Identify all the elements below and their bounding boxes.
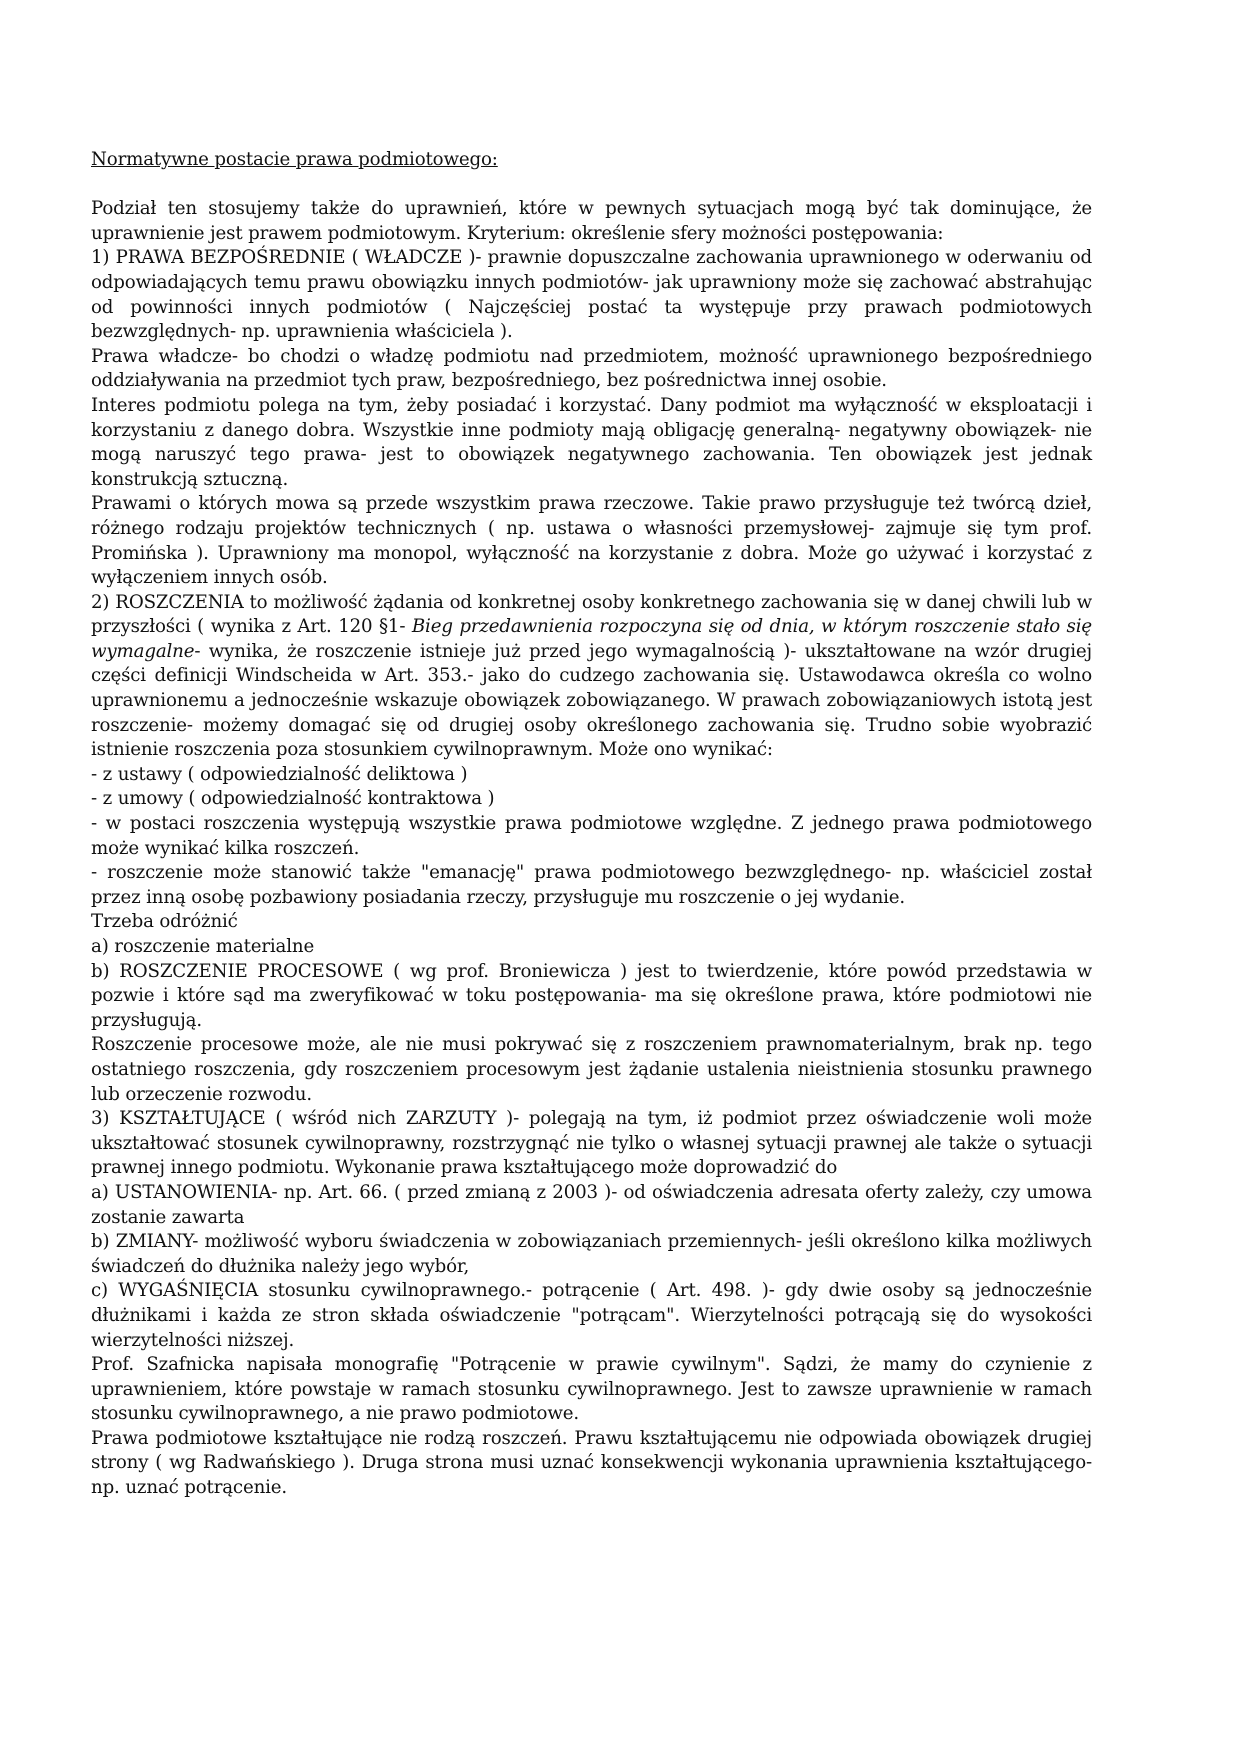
list-item-establishment: a) USTANOWIENIA- np. Art. 66. ( przed zmianą z 2003 )- od oświadczenia adresata oferty zależy, czy umowa zostanie zawarta (91, 1181, 1092, 1228)
paragraph-dominion-rights: Prawa władcze- bo chodzi o władzę podmiotu nad przedmiotem, możność uprawnionego bezpośredniego oddziaływania na przedmiot tych praw, bezpośredniego, bez pośrednictwa innej osobie. (91, 345, 1092, 392)
paragraph-property-rights: Prawami o których mowa są przede wszystkim prawa rzeczowe. Takie prawo przysługuje też twórcą dzieł, różnego rodzaju projektów technicznych ( np. ustawa o własności przemysłowej- zajmuje się tym prof. Promińska ). Uprawniony ma monopol, wyłączność na korzystanie z dobra. Może go używać i korzystać z wyłączeniem innych osób. (91, 493, 1092, 589)
paragraph-procedural-vs-material: Roszczenie procesowe może, ale nie musi pokrywać się z roszczeniem prawnomaterialnym, brak np. tego ostatniego roszczenia, gdy roszczeniem procesowym jest żądanie ustalenia nieistnienia stosunku prawnego lub orzeczenie rozwodu. (91, 1034, 1092, 1105)
paragraph-procedural-claim: b) ROSZCZENIE PROCESOWE ( wg prof. Broniewicza ) jest to twierdzenie, które powód przedstawia w pozwie i które sąd ma zweryfikować w toku postępowania- ma się określone prawa, które podmiotowi nie przysługują. (91, 960, 1092, 1031)
paragraph-conclusion: Prawa podmiotowe kształtujące nie rodzą roszczeń. Prawu kształtującemu nie odpowiada obowiązek drugiej strony ( wg Radwańskiego ). Druga strona musi uznać konsekwencji wykonania uprawnienia kształtującego- np. uznać potrącenie. (91, 1427, 1092, 1499)
paragraph-szafnicka: Prof. Szafnicka napisała monografię "Potrącenie w prawie cywilnym". Sądzi, że mamy do czynienie z uprawnieniem, które powstaje w ramach stosunku cywilnoprawnego. Jest to zawsze uprawnienie w ramach stosunku cywilnoprawnego, a nie prawo podmiotowe. (91, 1354, 1092, 1425)
document-heading: Normatywne postacie prawa podmiotowego: (91, 149, 498, 170)
paragraph-intro: Podział ten stosujemy także do uprawnień, które w pewnych sytuacjach mogą być tak dominujące, że uprawnienie jest prawem podmiotowym. Kryterium: określenie sfery możności postępowania: (91, 198, 1092, 244)
paragraph-distinguish: Trzeba odróżnić (91, 911, 238, 933)
paragraph-claims-part-1: 2) ROSZCZENIA to możliwość żądania od konkretnej osoby konkretnego zachowania się w danej chwili lub w przyszłości ( wynika z Art. 120 §1- (91, 591, 1092, 638)
paragraph-direct-rights: 1) PRAWA BEZPOŚREDNIE ( WŁADCZE )- prawnie dopuszczalne zachowania uprawnionego w oderwaniu od odpowiadających temu prawu obowiązku innych podmiotów- jak uprawniony może się zachować abstrahując od powinności innych podmiotów ( Najczęściej postać ta występuje przy prawach podmiotowych bezwzględnych- np. uprawnienia właściciela ). (91, 247, 1092, 343)
paragraph-claims-part-2: - wynika, że roszczenie istnieje już przed jego wymagalnością )- ukształtowane na wzór drugiej części definicji Windscheida w Art. 353.- jako do cudzego zachowania się. Ustawodawca określa co wolno uprawnionemu a jednocześnie wskazuje obowiązek zobowiązanego. W prawach zobowiązaniowych istotą jest roszczenie- możemy domagać się od drugiej osoby określonego zachowania się. Trudno sobie wyobrazić istnienie roszczenia poza stosunkiem cywilnoprawnym. Może ono wynikać: (91, 640, 1092, 761)
list-item-change: b) ZMIANY- możliwość wyboru świadczenia w zobowiązaniach przemiennych- jeśli określono kilka możliwych świadczeń do dłużnika należy jego wybór, (91, 1231, 1092, 1277)
list-item-material-claim: a) roszczenie materialne (91, 936, 315, 957)
list-item-statute: - z ustawy ( odpowiedzialność deliktowa ) (91, 763, 468, 785)
paragraph-relative-rights: - w postaci roszczenia występują wszystkie prawa podmiotowe względne. Z jednego prawa podmiotowego może wynikać kilka roszczeń. (91, 813, 1092, 859)
list-item-contract: - z umowy ( odpowiedzialność kontraktowa ) (91, 788, 495, 810)
paragraph-formative-rights: 3) KSZTAŁTUJĄCE ( wśród nich ZARZUTY )- polegają na tym, iż podmiot przez oświadczenie woli może ukształtować stosunek cywilnoprawny, rozstrzygnąć nie tylko o własnej sytuacji prawnej ale także o sytuacji prawnej innego podmiotu. Wykonanie prawa kształtującego może doprowadzić do (91, 1108, 1092, 1179)
paragraph-claims (91, 591, 1092, 763)
paragraph-emanation: - roszczenie może stanowić także "emanację" prawa podmiotowego bezwzględnego- np. właściciel został przez inną osobę pozbawiony posiadania rzeczy, przysługuje mu roszczenie o jej wydanie. (91, 862, 1092, 908)
list-item-expiry: c) WYGAŚNIĘCIA stosunku cywilnoprawnego.- potrącenie ( Art. 498. )- gdy dwie osoby są jednocześnie dłużnikami i każda ze stron składa oświadczenie "potrącam". Wierzytelności potrącają się do wysokości wierzytelności niższej. (91, 1280, 1092, 1351)
statute-quote: Bieg przedawnienia rozpoczyna się od dnia, w którym roszczenie stało się wymagalne (91, 616, 1092, 662)
paragraph-subject-interest: Interes podmiotu polega na tym, żeby posiadać i korzystać. Dany podmiot ma wyłączność w eksploatacji i korzystaniu z danego dobra. Wszystkie inne podmioty mają obligację generalną- negatywny obowiązek- nie mogą naruszyć tego prawa- jest to obowiązek negatywnego zachowania. Ten obowiązek jest jednak konstrukcją sztuczną. (91, 394, 1092, 490)
document-body (91, 148, 1092, 1501)
